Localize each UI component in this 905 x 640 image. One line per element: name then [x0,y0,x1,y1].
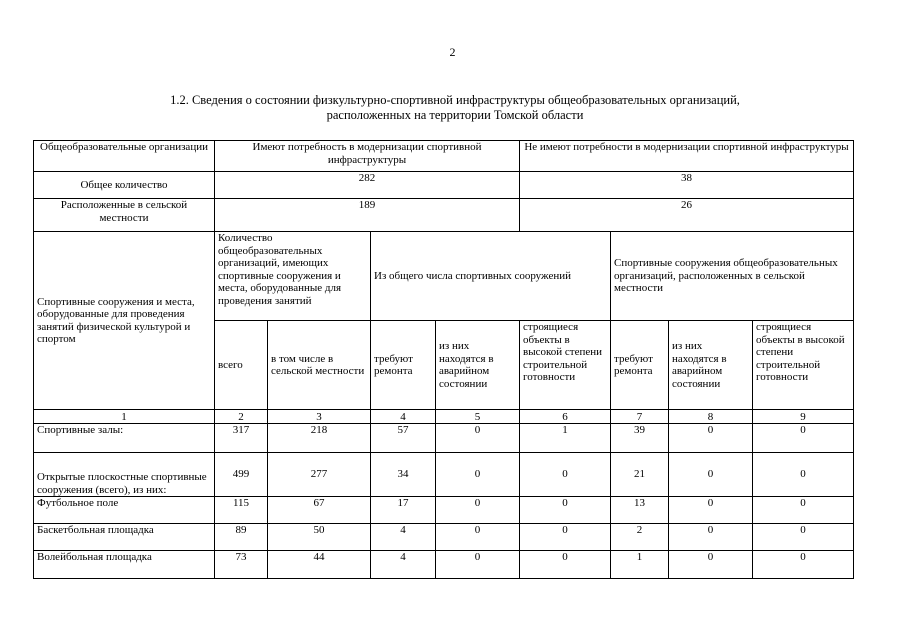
cell-value: 57 [371,424,436,453]
infrastructure-table [33,140,854,579]
column-number: 1 [34,410,215,424]
section-header-row [34,232,854,321]
cell-value: 4 [371,524,436,551]
cell-value: 317 [215,424,268,453]
section-row-label: Спортивные сооружения и места, оборудованные для проведения занятий физической культурой и спортом [34,232,215,410]
page-number: 2 [449,45,456,59]
cell-value: 277 [268,453,371,497]
cell-value: 115 [215,497,268,524]
cell-value: 1 [520,424,611,453]
cell-value: 13 [611,497,669,524]
table-row [34,453,854,497]
cell-value: 0 [520,524,611,551]
cell-value: 39 [611,424,669,453]
total-label: Общее количество [34,172,215,199]
row-label: Баскетбольная площадка [34,524,215,551]
cell-value: 0 [520,453,611,497]
cell-value: 1 [611,551,669,579]
cell-value: 0 [753,524,854,551]
column-number: 5 [436,410,520,424]
column-number: 9 [753,410,854,424]
header-no-need-modernization: Не имеют потребности в модернизации спортивной инфраструктуры [520,141,854,172]
cell-value: 4 [371,551,436,579]
rural-row [34,199,854,232]
total-need-value: 282 [215,172,520,199]
table-row [34,551,854,579]
column-number: 4 [371,410,436,424]
row-label: Футбольное поле [34,497,215,524]
column-number-row [34,410,854,424]
group-header-rural-facilities: Спортивные сооружения общеобразовательных организаций, расположенных в сельской местности [611,232,854,321]
subheader-construction-rural: строящиеся объекты в высокой степени строительной готовности [753,321,854,410]
cell-value: 0 [669,551,753,579]
total-noneed-value: 38 [520,172,854,199]
cell-value: 0 [520,551,611,579]
table-row [34,424,854,453]
subheader-repair: требуют ремонта [371,321,436,410]
cell-value: 0 [753,497,854,524]
cell-value: 0 [753,551,854,579]
cell-value: 0 [753,424,854,453]
cell-value: 0 [669,524,753,551]
group-header-orgs-count: Количество общеобразовательных организаций, имеющих спортивные сооружения и места, оборудованные для проведения занятий [215,232,371,321]
rural-need-value: 189 [215,199,520,232]
cell-value: 218 [268,424,371,453]
cell-value: 0 [520,497,611,524]
row-label: Спортивные залы: [34,424,215,453]
column-number: 8 [669,410,753,424]
subheader-emergency-rural: из них находятся в аварийном состоянии [669,321,753,410]
row-label: Волейбольная площадка [34,551,215,579]
row-label: Открытые плоскостные спортивные сооружения (всего), из них: [34,453,215,497]
cell-value: 73 [215,551,268,579]
cell-value: 0 [669,453,753,497]
cell-value: 0 [669,424,753,453]
cell-value: 0 [436,497,520,524]
cell-value: 17 [371,497,436,524]
heading-line-2: расположенных на территории Томской области [326,108,584,122]
group-header-total-facilities: Из общего числа спортивных сооружений [371,232,611,321]
subheader-repair-rural: требуют ремонта [611,321,669,410]
cell-value: 499 [215,453,268,497]
cell-value: 2 [611,524,669,551]
column-number: 3 [268,410,371,424]
subheader-construction: строящиеся объекты в высокой степени строительной готовности [520,321,611,410]
column-number: 7 [611,410,669,424]
total-row [34,172,854,199]
heading-line-1: 1.2. Сведения о состоянии физкультурно-спортивной инфраструктуры общеобразовательных организаций, [170,93,740,107]
table-row [34,524,854,551]
subheader-total: всего [215,321,268,410]
cell-value: 0 [753,453,854,497]
rural-label: Расположенные в сельской местности [34,199,215,232]
cell-value: 89 [215,524,268,551]
cell-value: 34 [371,453,436,497]
cell-value: 0 [436,453,520,497]
cell-value: 67 [268,497,371,524]
rural-noneed-value: 26 [520,199,854,232]
column-number: 6 [520,410,611,424]
table-row [34,497,854,524]
cell-value: 0 [669,497,753,524]
cell-value: 0 [436,424,520,453]
column-number: 2 [215,410,268,424]
cell-value: 50 [268,524,371,551]
header-orgs: Общеобразовательные организации [34,141,215,172]
header-row-orgs [34,141,854,172]
subheader-emergency: из них находятся в аварийном состоянии [436,321,520,410]
subheader-rural: в том числе в сельской местности [268,321,371,410]
header-need-modernization: Имеют потребность в модернизации спортивной инфраструктуры [215,141,520,172]
document-heading [90,93,820,123]
cell-value: 0 [436,524,520,551]
cell-value: 0 [436,551,520,579]
cell-value: 21 [611,453,669,497]
cell-value: 44 [268,551,371,579]
